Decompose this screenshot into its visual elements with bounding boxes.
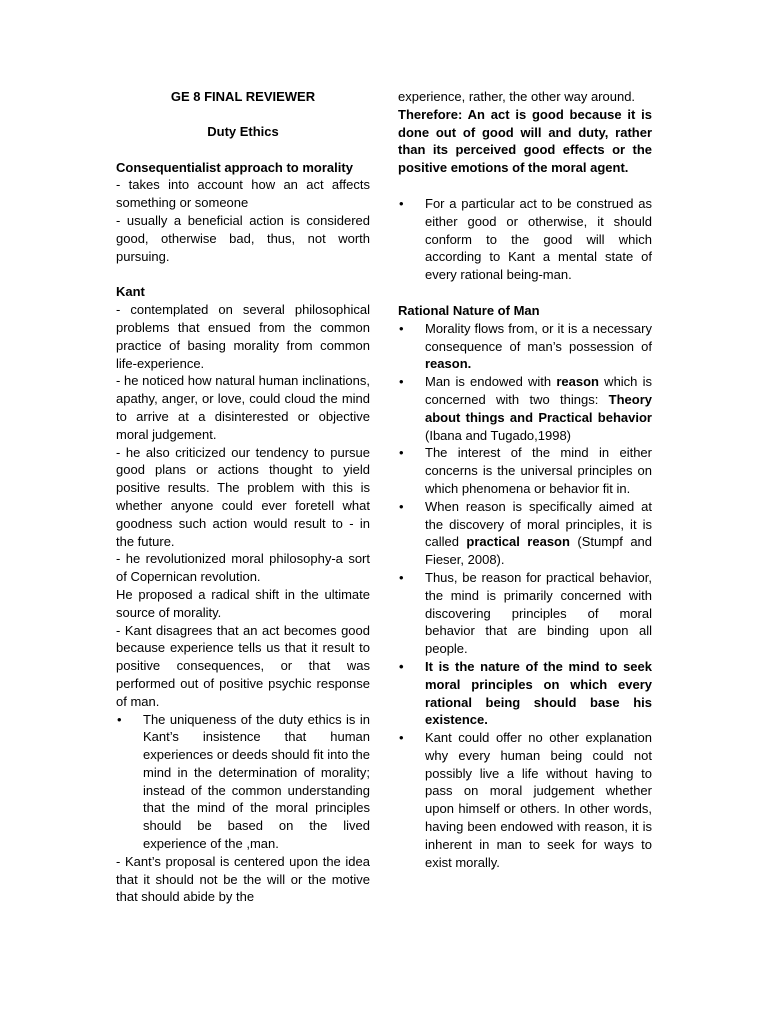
kant-point: - he revolutionized moral philosophy-a sort of Copernican revolution. bbox=[116, 551, 370, 585]
section-title: Duty Ethics bbox=[207, 123, 279, 139]
list-item: • Man is endowed with reason which is concerned with two things: Theory about things and Practical behavior (Ibana and Tugado,1998) bbox=[398, 373, 652, 444]
list-item: • For a particular act to be construed as either good or otherwise, it should conform to the good will which according to Kant a mental state of every rational being-man. bbox=[398, 195, 652, 284]
rational-nature-heading: Rational Nature of Man bbox=[398, 302, 540, 318]
bullet-list bbox=[398, 320, 652, 872]
kant-point: - he also criticized our tendency to pursue good plans or actions thought to yield positive results. The problem with this is whether anyone could ever foretell what goodness such action would result to - in the future. bbox=[116, 444, 370, 549]
therefore-statement: Therefore: An act is good because it is done out of good will and duty, rather than its perceived good effects or the positive emotions of the moral agent. bbox=[398, 106, 652, 176]
right-column bbox=[398, 88, 652, 871]
kant-point: - he noticed how natural human inclinations, apathy, anger, or love, could cloud the mind to arrive at a disinterested or objective moral judgement. bbox=[116, 373, 370, 442]
kant-point: - Kant disagrees that an act becomes good because experience tells us that it result to positive consequences, or that was performed out of positive psychic response of man. bbox=[116, 622, 370, 709]
bullet-list bbox=[398, 195, 652, 284]
kant-point: - contemplated on several philosophical problems that ensued from the common practice of basing morality from common life-experience. bbox=[116, 302, 370, 371]
list-item: • Kant could offer no other explanation why every human being could not possibly live a life without having to pass on moral judgement whether upon himself or others. In other words, having been endowed with reason, it is inherent in man to seek for ways to exist morally. bbox=[398, 729, 652, 871]
list-item: • When reason is specifically aimed at the discovery of moral principles, it is called practical reason (Stumpf and Fieser, 2008). bbox=[398, 498, 652, 569]
kant-point: - Kant’s proposal is centered upon the idea that it should not be the will or the motive that should abide by the bbox=[116, 853, 370, 905]
consequentialist-point: - takes into account how an act affects something or someone bbox=[116, 177, 370, 211]
list-item: • The uniqueness of the duty ethics is in Kant’s insistence that human experiences or deeds should fit into the mind in the determination of morality; instead of the common understanding that the mind of the moral principles should be based on the lived experience of the ,man. bbox=[116, 711, 370, 853]
list-item: • Thus, be reason for practical behavior, the mind is primarily concerned with discovering principles of moral behavior that are binding upon all people. bbox=[398, 569, 652, 658]
list-item: • The interest of the mind in either concerns is the universal principles on which phenomena or behavior fit in. bbox=[398, 444, 652, 497]
kant-point: He proposed a radical shift in the ultimate source of morality. bbox=[116, 586, 370, 620]
continued-text: experience, rather, the other way around. bbox=[398, 89, 636, 104]
kant-heading: Kant bbox=[116, 284, 145, 300]
bullet-list bbox=[116, 711, 370, 853]
list-item: • Morality flows from, or it is a necessary consequence of man’s possession of reason. bbox=[398, 320, 652, 373]
consequentialist-heading: Consequentialist approach to morality bbox=[116, 159, 353, 175]
left-column bbox=[116, 88, 370, 906]
consequentialist-point: - usually a beneficial action is considered good, otherwise bad, thus, not worth pursuing. bbox=[116, 212, 370, 264]
list-item: • It is the nature of the mind to seek moral principles on which every rational being should base his existence. bbox=[398, 658, 652, 729]
document-title: GE 8 FINAL REVIEWER bbox=[170, 89, 316, 104]
